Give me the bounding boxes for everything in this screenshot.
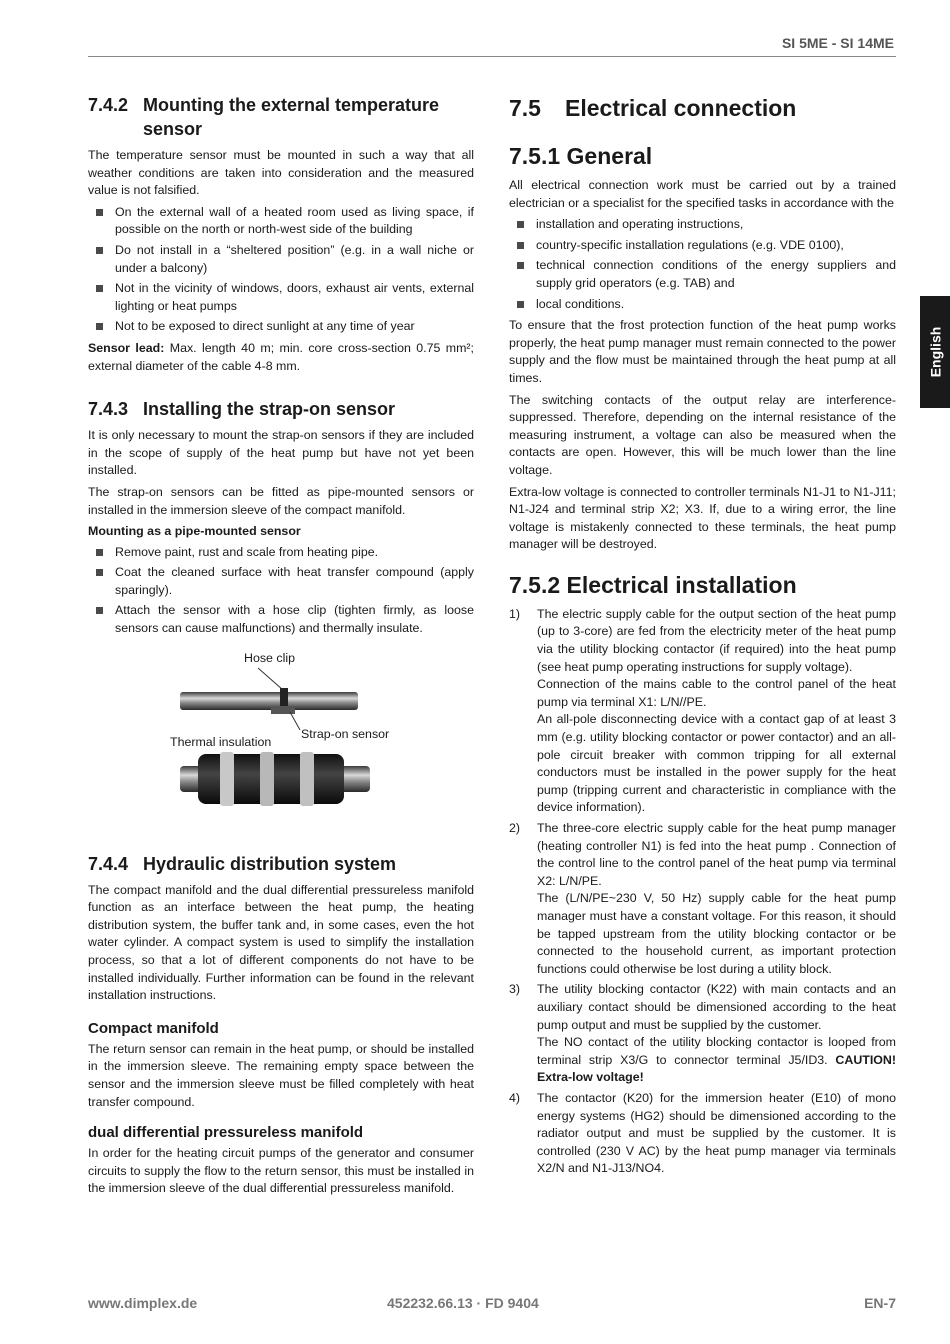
paragraph: In order for the heating circuit pumps of the generator and consumer circuits to supply the flow to the return sensor, this must be installed in the immersion sleeve of the dual differential pressureless manifold. bbox=[88, 1146, 474, 1196]
paragraph: The strap-on sensors can be fitted as pipe-mounted sensors or installed in the immersion sleeve of the compact manifold. bbox=[88, 484, 474, 517]
list-item: Coat the cleaned surface with heat transfer compound (apply sparingly). bbox=[88, 564, 474, 599]
strap-on-sensor bbox=[271, 706, 295, 714]
footer-page-number: EN-7 bbox=[864, 1295, 896, 1311]
left-column bbox=[88, 93, 474, 1202]
compact-manifold-heading: Compact manifold bbox=[88, 1019, 219, 1037]
square-bullet-icon bbox=[96, 323, 103, 330]
square-bullet-icon bbox=[96, 209, 103, 216]
square-bullet-icon bbox=[517, 262, 524, 269]
dual-manifold-heading: dual differential pressureless manifold bbox=[88, 1124, 364, 1142]
footer-website: www.dimplex.de bbox=[88, 1295, 198, 1311]
bullet-list bbox=[88, 204, 474, 336]
sensor-lead-paragraph: Sensor lead: Max. length 40 m; min. core cross-section 0.75 mm²; external diameter of the cable 4-8 mm. bbox=[88, 340, 475, 373]
pipe-illustration bbox=[88, 646, 474, 836]
section-title: Hydraulic distribution system bbox=[143, 853, 397, 874]
bullet-list bbox=[509, 216, 896, 313]
list-item: Do not install in a “sheltered position” (e.g. in a wall niche or under a balcony) bbox=[88, 242, 474, 277]
list-item: 3) The utility blocking contactor (K22) with main contacts and an auxiliary contact should be dimensioned according to the heat pump output and must be supplied by the customer. The NO contact of the utility blocking contactor is looped from terminal strip X3/G to connector terminal J5/ID3. CAUTION! Extra-low voltage! bbox=[509, 982, 896, 1085]
section-title: Electrical connection bbox=[565, 95, 797, 121]
list-item: On the external wall of a heated room used as living space, if possible on the north or north-west side of the building bbox=[88, 204, 474, 239]
section-number: 7.4.4 bbox=[88, 853, 129, 874]
square-bullet-icon bbox=[517, 242, 524, 249]
section-75-heading bbox=[509, 93, 896, 123]
section-number: 7.4.3 bbox=[88, 399, 129, 420]
paragraph: The compact manifold and the dual differential pressureless manifold function as an interface between the heat pump, the heating distribution system, the buffer tank and, in some cases, even the hot water cylinder. A compact system is used to simplify the installation process, so that a lot of different components do not have to be installed individually. Further information can be found in the relevant installation instructions. bbox=[88, 882, 474, 1003]
square-bullet-icon bbox=[96, 569, 103, 576]
paragraph: Extra-low voltage is connected to controller terminals N1-J1 to N1-J11; N1-J24 and terminal strip X2; X3. If, due to a wiring error, the line voltage is mistakenly connected to these terminals, the heat pump manager will be destroyed. bbox=[509, 484, 896, 552]
paragraph: The switching contacts of the output relay are interference-suppressed. Therefore, depending on the internal resistance of the measuring instrument, a voltage can also be measured when the contacts are open. However, this will be much lower than the line voltage. bbox=[509, 392, 896, 477]
list-item: technical connection conditions of the energy suppliers and supply grid operators (e.g. TAB) and bbox=[509, 257, 896, 292]
strap-on-sensor-label: Strap-on sensor bbox=[301, 726, 390, 741]
caution-text: CAUTION! Extra-low voltage! bbox=[537, 1052, 896, 1085]
strap-on-sensor-figure bbox=[88, 646, 474, 836]
list-item: 2) The three-core electric supply cable for the heat pump manager (heating controller N1) is fed into the heat pump . Connection of the control line to the control panel of the heat pump via terminal X2: L/N/PE. The (L/N/PE~230 V, 50 Hz) supply cable for the heat pump manager must have a constant voltage. For this reason, it should be tapped upstream from the utility blocking contactor or be connected to the household current, as important protection functions could otherwise be lost during a utility block. bbox=[509, 821, 896, 976]
subsection-label: Mounting as a pipe-mounted sensor bbox=[88, 524, 301, 539]
section-title: Mounting the external temperature sensor bbox=[143, 95, 440, 139]
language-tab: English bbox=[920, 296, 950, 408]
section-744-heading bbox=[88, 852, 474, 876]
section-752-heading: 7.5.2 Electrical installation bbox=[509, 571, 797, 598]
section-743-heading bbox=[88, 397, 474, 421]
list-item: 4) The contactor (K20) for the immersion heater (E10) of mono energy systems (HG2) should be dimensioned according to the radiator output and must be supplied by the customer. It is controlled (230 V AC) by the heat pump manager via terminals X2/N and N1-J13/NO4. bbox=[509, 1090, 896, 1176]
list-item: local conditions. bbox=[509, 296, 896, 314]
list-item: Not in the vicinity of windows, doors, exhaust air vents, external lighting or heat pumps bbox=[88, 280, 474, 315]
footer-document-number: 452232.66.13 · FD 9404 bbox=[387, 1295, 539, 1311]
square-bullet-icon bbox=[96, 247, 103, 254]
section-title: Installing the strap-on sensor bbox=[143, 399, 396, 420]
list-item: installation and operating instructions, bbox=[509, 216, 896, 234]
section-number: 7.5 bbox=[509, 95, 541, 121]
list-item: 1) The electric supply cable for the output section of the heat pump (up to 3-core) are fed from the electricity meter of the heat pump via the utility blocking contactor (if required) into the heat pump (see heat pump operating instructions for supply voltage). Connection of the mains cable to the control panel of the heat pump via terminal X1: L/N//PE. An all-pole disconnecting device with a contact gap of at least 3 mm (e.g. utility blocking contactor or power contactor) and an all-pole circuit breaker with common tripping for all external conductors must be installed in the power supply for the heat pump (tripping current and characteristic in compliance with the device information). bbox=[509, 606, 896, 815]
paragraph: To ensure that the frost protection function of the heat pump works properly, the heat pump manager must remain connected to the power supply and the flow must be maintained through the heat pump at all times. bbox=[509, 318, 896, 385]
paragraph: All electrical connection work must be carried out by a trained electrician or a specialist for the specified tasks in accordance with the bbox=[509, 178, 896, 210]
paragraph: The return sensor can remain in the heat pump, or should be installed in the immersion sleeve. The remaining empty space between the sensor and the immersion sleeve must be filled completely with heat transfer compound. bbox=[88, 1041, 474, 1109]
thermal-insulation-label: Thermal insulation bbox=[170, 734, 272, 749]
numbered-list bbox=[509, 606, 896, 1178]
pipe bbox=[180, 692, 358, 710]
bullet-list bbox=[88, 544, 474, 638]
header-title: SI 5ME - SI 14ME bbox=[781, 35, 894, 51]
list-item: Remove paint, rust and scale from heating pipe. bbox=[88, 544, 474, 562]
section-742-heading bbox=[88, 93, 474, 141]
section-number: 7.4.2 bbox=[88, 95, 129, 115]
right-column bbox=[509, 93, 896, 1181]
square-bullet-icon bbox=[96, 549, 103, 556]
hose-clip-label: Hose clip bbox=[244, 650, 295, 665]
list-item: Not to be exposed to direct sunlight at any time of year bbox=[88, 318, 474, 336]
paragraph: The temperature sensor must be mounted in such a way that all weather conditions are taken into consideration and the measured value is not falsified. bbox=[88, 148, 474, 198]
header-rule bbox=[88, 56, 896, 57]
list-item: country-specific installation regulations (e.g. VDE 0100), bbox=[509, 237, 896, 255]
square-bullet-icon bbox=[96, 607, 103, 614]
section-751-heading: 7.5.1 General bbox=[509, 143, 653, 169]
list-item: Attach the sensor with a hose clip (tighten firmly, as loose sensors can cause malfunctions) and thermally insulate. bbox=[88, 602, 474, 637]
paragraph: It is only necessary to mount the strap-on sensors if they are included in the scope of supply of the heat pump but have not yet been installed. bbox=[88, 428, 474, 478]
square-bullet-icon bbox=[96, 285, 103, 292]
square-bullet-icon bbox=[517, 301, 524, 308]
square-bullet-icon bbox=[517, 221, 524, 228]
